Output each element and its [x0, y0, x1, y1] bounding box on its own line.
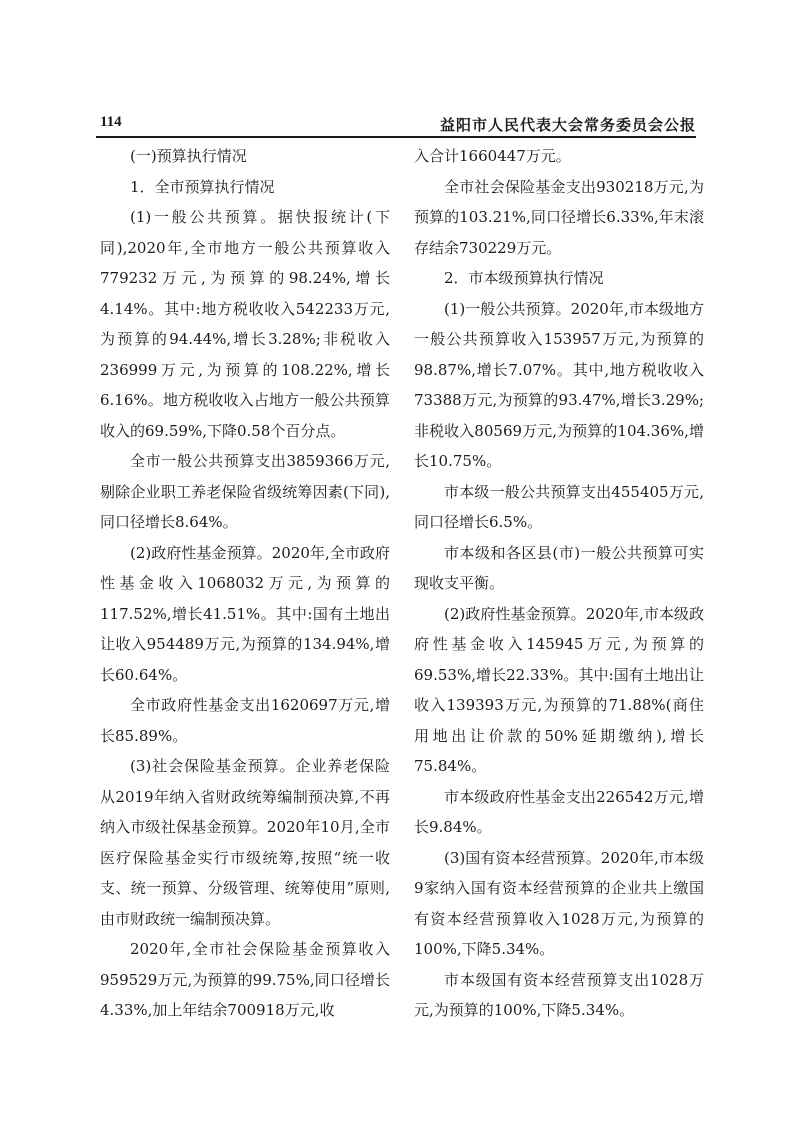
paragraph: (1)一般公共预算。据快报统计(下同),2020年,全市地方一般公共预算收入779232万元,为预算的98.24%,增长4.14%。其中:地方税收收入542233万元,为预算的94.44%,增长3.28%;非税收入236999万元,为预算的108.22%,增长6.16%。地方税收收入占地方一般公共预算收入的69.59%,下降0.58个百分点。	[100, 208, 390, 440]
left-column	[100, 141, 390, 1026]
section-heading: (一)预算执行情况	[130, 147, 247, 165]
paragraph: 2020年,全市社会保险基金预算收入959529万元,为预算的99.75%,同口径增长4.33%,加上年结余700918万元,收	[100, 940, 390, 1019]
paragraph: 全市政府性基金支出1620697万元,增长85.89%。	[100, 696, 390, 745]
paragraph: (2)政府性基金预算。2020年,全市政府性基金收入1068032万元,为预算的117.52%,增长41.51%。其中:国有土地出让收入954489万元,为预算的134.94%,增长60.64%。	[100, 543, 390, 684]
sub-heading: 1．全市预算执行情况	[130, 177, 275, 196]
paragraph: (3)社会保险基金预算。企业养老保险从2019年纳入省财政统筹编制预决算,不再纳入市级社保基金预算。2020年10月,全市医疗保险基金实行市级统筹,按照“统一收支、统一预算、分级管理、统筹使用”原则,由市财政统一编制预决算。	[100, 757, 390, 928]
paragraph: 市本级政府性基金支出226542万元,增长9.84%。	[414, 787, 704, 836]
paragraph: 市本级一般公共预算支出455405万元,同口径增长6.5%。	[414, 482, 704, 531]
sub-heading: 2．市本级预算执行情况	[444, 269, 604, 287]
paragraph: 市本级和各区县(市)一般公共预算可实现收支平衡。	[414, 543, 704, 592]
paragraph: 市本级国有资本经营预算支出1028万元,为预算的100%,下降5.34%。	[414, 970, 704, 1019]
page-number: 114	[100, 114, 122, 130]
journal-title: 益阳市人民代表大会常务委员会公报	[439, 116, 696, 134]
continuation-paragraph: 入合计1660447万元。	[414, 147, 571, 165]
paragraph: (1)一般公共预算。2020年,市本级地方一般公共预算收入153957万元,为预算的98.87%,增长7.07%。其中,地方税收收入73388万元,为预算的93.47%,增长3.29%;非税收入80569万元,为预算的104.36%,增长10.75%。	[414, 299, 704, 470]
paragraph: 全市一般公共预算支出3859366万元,剔除企业职工养老保险省级统筹因素(下同),同口径增长8.64%。	[100, 452, 390, 531]
right-column	[414, 141, 704, 1026]
paragraph: (2)政府性基金预算。2020年,市本级政府性基金收入145945万元,为预算的69.53%,增长22.33%。其中:国有土地出让收入139393万元,为预算的71.88%(商住用地出让价款的50%延期缴纳),增长75.84%。	[414, 604, 704, 775]
paragraph: 全市社会保险基金支出930218万元,为预算的103.21%,同口径增长6.33%,年末滚存结余730229万元。	[414, 177, 704, 257]
header-rule	[96, 136, 696, 138]
paragraph: (3)国有资本经营预算。2020年,市本级9家纳入国有资本经营预算的企业共上缴国有资本经营预算收入1028万元,为预算的100%,下降5.34%。	[414, 848, 704, 958]
